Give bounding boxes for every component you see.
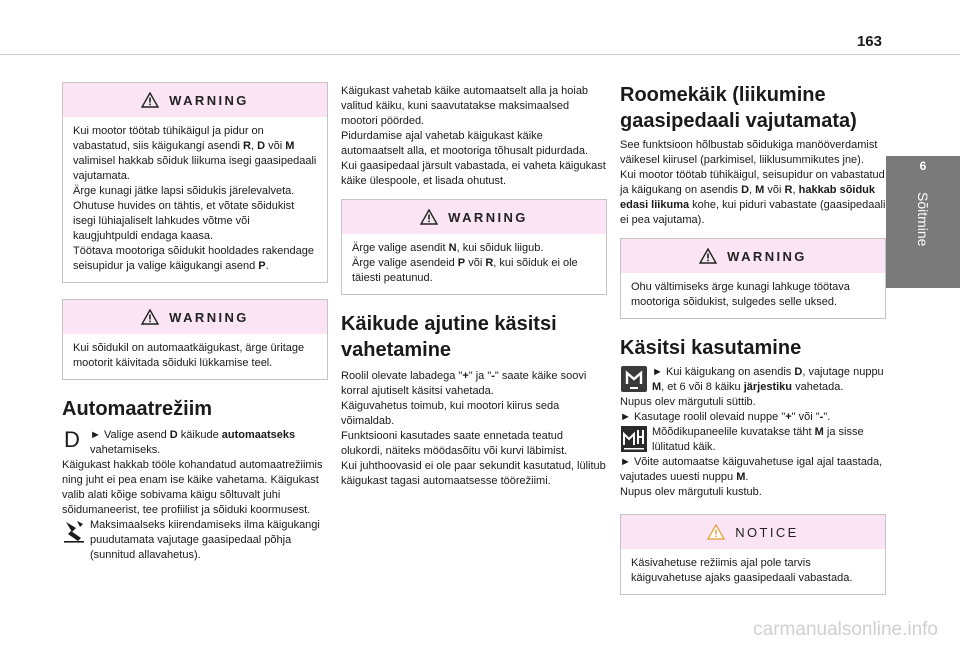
watermark: carmanualsonline.info — [753, 619, 938, 640]
automode-body: Käigukast hakkab tööle kohandatud automaatrežiimis ning juht ei pea enam ise käike vahetama. Käigukast valib alati kõige sobivama käigu sõltuvalt juhi sõidumaneerist, tee profiilist ja sõiduki koormusest. — [62, 459, 323, 516]
downshift-text: Käigukast vahetab käike automaatselt alla ja hoiab valitud käiku, kuni saavutatakse maksimaalsed mootori pöörded. Pidurdamise ajal vahetab käigukast käike automaatselt alla, et mootoriga tõhusalt pidurdada. Kui gaasipedaal järsult vabastada, ei vaheta käigukast käike ülespoole, et lisada ohutust. — [341, 85, 606, 187]
warning-text: Kui mootor töötab tühikäigul ja pidur on vabastatud, siis käigukangi asendi R, D või M valimisel hakkab sõiduk liikuma isegi gaasipedaali vajutamata. Ärge kunagi jätke lapsi sõidukis järelevalveta. Ohutuse huvides on tähtis, et võtate sõidukist isegi lühiajaliselt lahkudes võtme või kaugjuhtpuldi endaga kaasa. Töötava mootoriga sõidukit hooldades rakendage seisupidur ja valige käigukangi asend P. — [73, 125, 317, 272]
manual-intro-text: ► Kui käigukang on asendis D, vajutage nuppu M, et 6 või 8 käiku järjestiku vahetada. — [652, 366, 884, 393]
automode-intro-text: ► Valige asend D käikude automaatseks vahetamiseks. — [90, 429, 296, 456]
section-heading-creep: Roomekäik (liikumine gaasipedaali vajutamata) — [620, 84, 857, 132]
column-3 — [620, 82, 886, 595]
warning-header — [621, 239, 885, 273]
gear-d-icon — [62, 428, 86, 450]
svg-text:D: D — [64, 428, 80, 450]
chapter-number: 6 — [919, 159, 927, 173]
manual-mid-text: Nupus olev märgutuli süttib. ► Kasutage roolil olevaid nuppe "+" või "-". — [620, 396, 831, 423]
kickdown-pedal-icon — [62, 518, 86, 544]
kickdown-row — [62, 518, 328, 563]
warning-box — [341, 199, 607, 295]
manual-display-text: Mõõdikupaneelile kuvatakse täht M ja sisse lülitatud käik. — [652, 426, 864, 453]
warning-header — [63, 300, 327, 334]
notice-triangle-icon — [707, 524, 725, 540]
manual-intro — [620, 365, 886, 395]
notice-header — [621, 515, 885, 549]
warning-title: WARNING — [169, 309, 249, 325]
warning-triangle-icon — [420, 209, 438, 225]
column-1 — [62, 82, 328, 563]
warning-triangle-icon — [141, 309, 159, 325]
warning-text: Kui sõidukil on automaatkäigukast, ärge üritage mootorit käivitada sõiduki lükkamise teel. — [73, 342, 305, 369]
warning-header — [63, 83, 327, 117]
notice-title: NOTICE — [735, 524, 799, 540]
manual-end-text: ► Võite automaatse käiguvahetuse igal ajal taastada, vajutades uuesti nuppu M. Nupus olev märgutuli kustub. — [620, 456, 883, 498]
chapter-tab[interactable] — [886, 156, 960, 288]
chapter-label: Sõitmine — [915, 192, 931, 247]
manual-display-row — [620, 425, 886, 455]
manual-mode-button-icon — [620, 365, 648, 393]
automode-intro — [62, 428, 328, 458]
creep-text: See funktsioon hõlbustab sõidukiga manööverdamist väikesel kiirusel (parkimisel, liiklusummikutes jne). Kui mootor töötab tühikäigul, seisupidur on vabastatud ja käigukang on asendis D, M või R, hakkab sõiduk edasi liikuma kohe, kui piduri vabastate (gaasipedaali ei pea vajutama). — [620, 139, 886, 226]
instrument-m-gear-icon — [620, 425, 648, 453]
warning-text: Ärge valige asendit N, kui sõiduk liigub. Ärge valige asendeid P või R, kui sõiduk ei ole täiesti peatunud. — [352, 242, 578, 284]
kickdown-text: Maksimaalseks kiirendamiseks ilma käigukangi puudutamata vajutage gaasipedaal põhja (sunnitud allavahetus). — [90, 519, 320, 561]
warning-header — [342, 200, 606, 234]
warning-title: WARNING — [448, 209, 528, 225]
notice-text: Käsivahetuse režiimis ajal pole tarvis käiguvahetuse ajaks gaasipedaali vabastada. — [631, 557, 853, 584]
warning-title: WARNING — [727, 248, 807, 264]
column-2 — [341, 82, 607, 489]
warning-triangle-icon — [699, 248, 717, 264]
page-number: 163 — [856, 33, 882, 50]
warning-text: Ohu vältimiseks ärge kunagi lahkuge töötava mootoriga sõidukist, sulgedes selle uksed. — [631, 281, 850, 308]
section-heading-manual: Käsitsi kasutamine — [620, 337, 802, 359]
warning-box — [620, 238, 886, 319]
header-rule — [0, 54, 960, 55]
warning-box — [62, 299, 328, 380]
warning-title: WARNING — [169, 92, 249, 108]
section-heading-temporary-manual: Käikude ajutine käsitsi vahetamine — [341, 313, 557, 361]
warning-box — [62, 82, 328, 283]
warning-triangle-icon — [141, 92, 159, 108]
temporary-manual-text: Roolil olevate labadega "+" ja "-" saate käike soovi korral ajutiselt käsitsi vahetada. Käiguvahetus toimub, kui mootori kiirus seda võimaldab. Funktsiooni kasutades saate ennetada teatud olukordi, näiteks möödasõitu või kurvi läbimist. Kui juhthoovasid ei ole paar sekundit kasutatud, lülitub käigukast tagasi automaatsesse töörežiimi. — [341, 370, 606, 487]
notice-box — [620, 514, 886, 595]
section-heading-automode: Automaatrežiim — [62, 398, 213, 420]
